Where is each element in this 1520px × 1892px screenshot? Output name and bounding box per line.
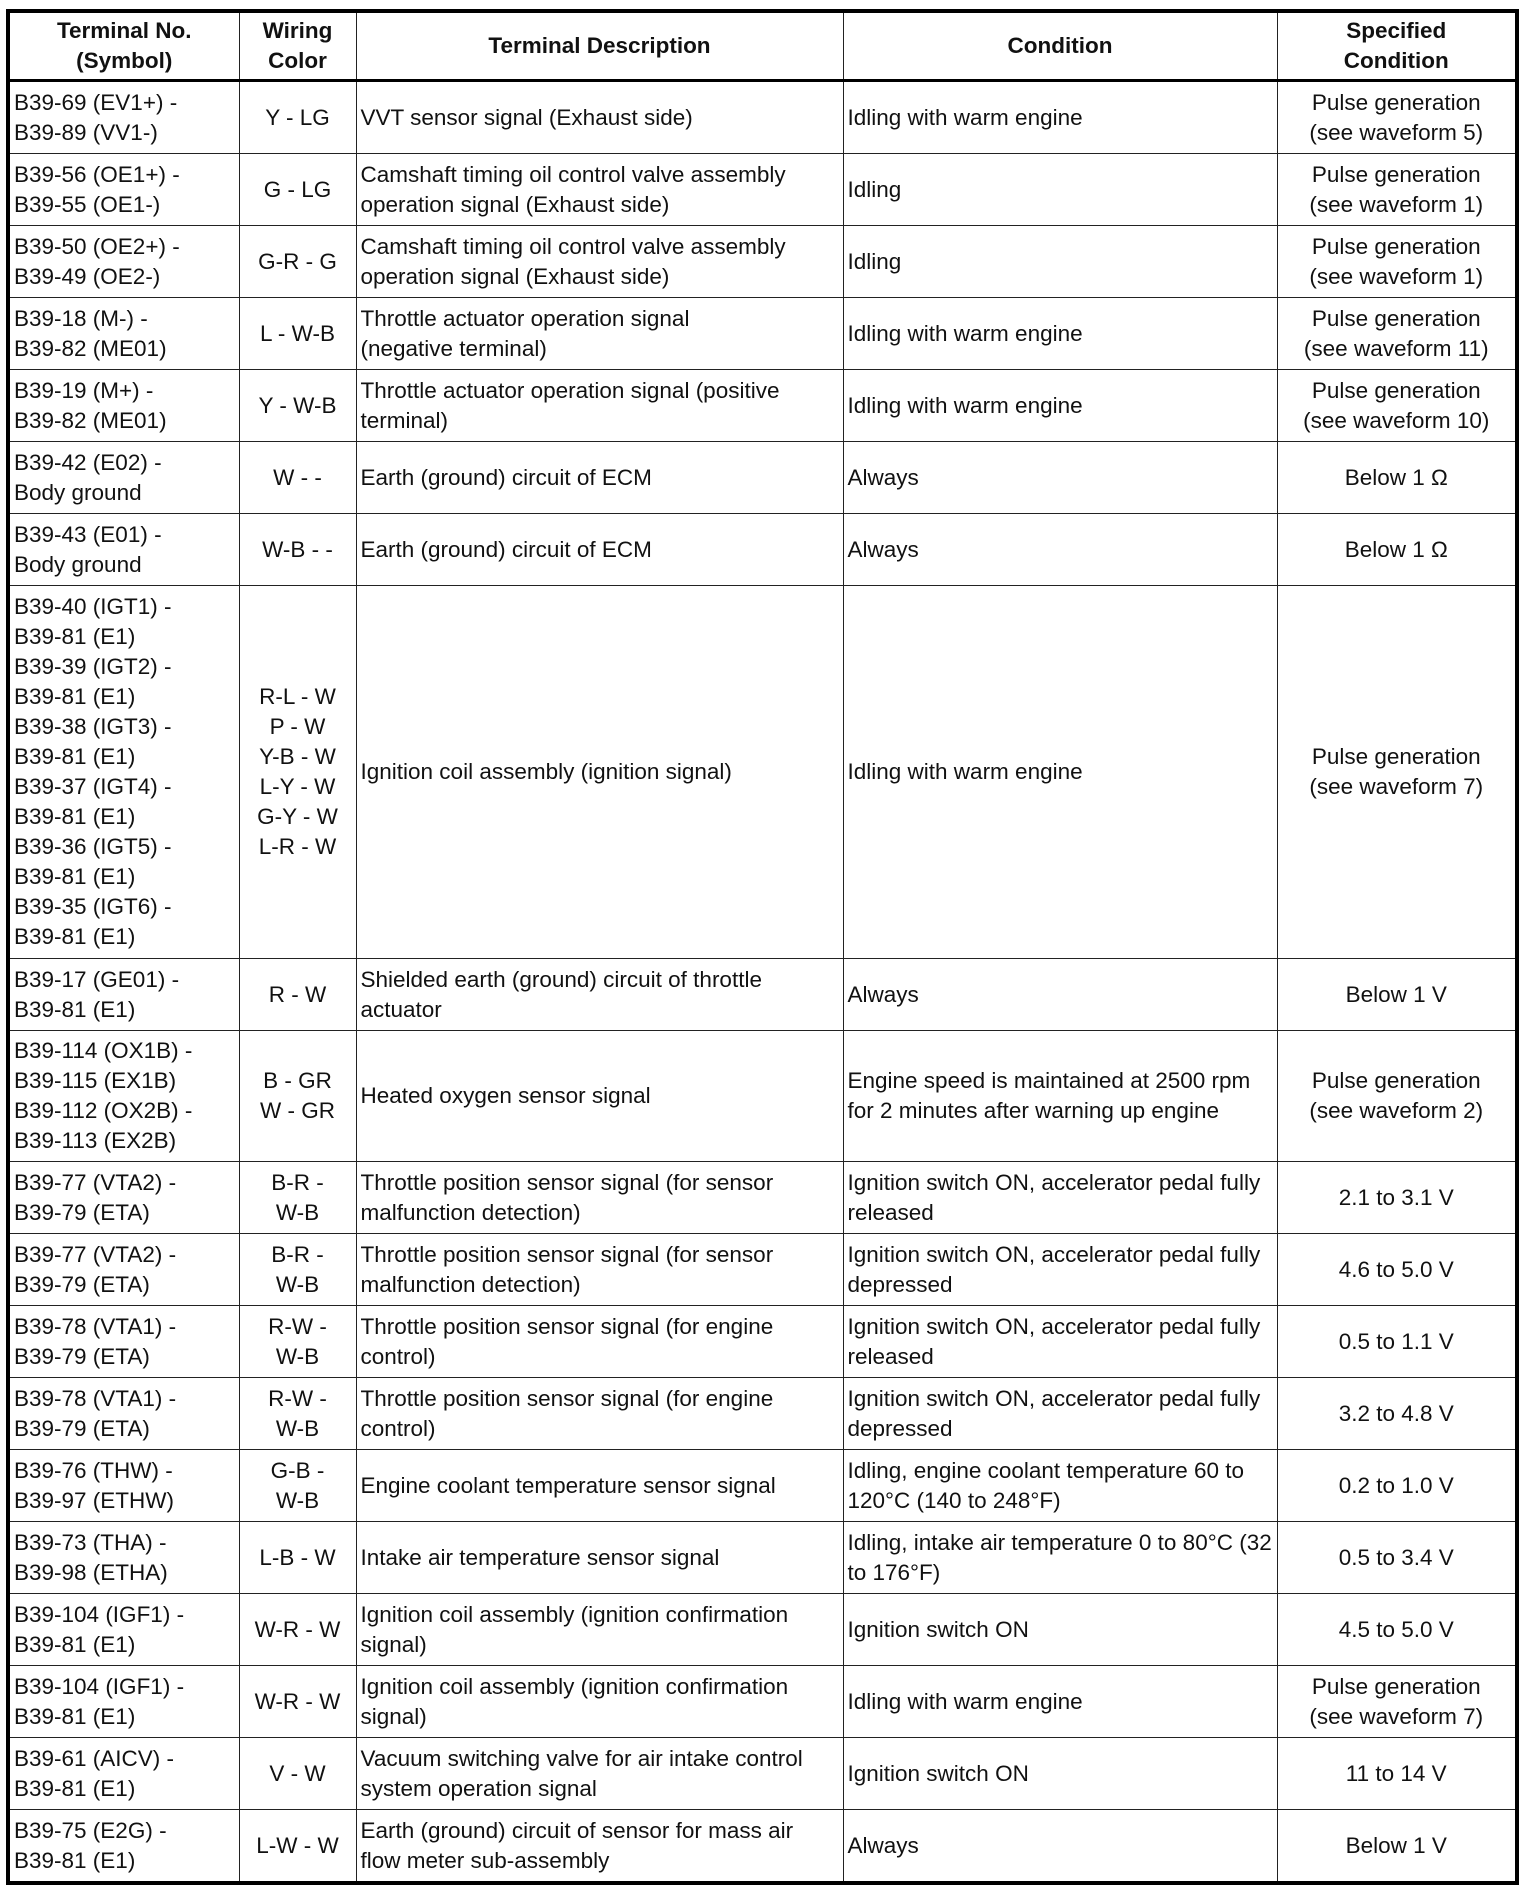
wiring-color-cell: [239, 1162, 356, 1234]
condition-cell: [843, 1031, 1277, 1162]
wiring-color-cell-text: B-R - W-B: [271, 1169, 324, 1225]
terminal-cell-text: B39-69 (EV1+) - B39-89 (VV1-): [14, 89, 178, 145]
table-row: [8, 959, 1517, 1031]
condition-cell-text: Idling, engine coolant temperature 60 to 120°C (140 to 248°F): [847, 1457, 1245, 1513]
condition-cell-text: Ignition switch ON, accelerator pedal fully released: [847, 1313, 1261, 1369]
specified-condition-cell: [1277, 514, 1517, 586]
wiring-color-cell: [239, 1234, 356, 1306]
description-cell-text: Heated oxygen sensor signal: [360, 1083, 651, 1108]
header-label: Terminal No. (Symbol): [56, 18, 192, 73]
header-terminal: [8, 11, 239, 81]
wiring-color-cell: [239, 1522, 356, 1594]
condition-cell-text: Idling with warm engine: [847, 1688, 1083, 1714]
condition-cell-text: Idling, intake air temperature 0 to 80°C (32 to 176°F): [847, 1529, 1272, 1585]
table-row: [8, 586, 1517, 959]
specified-condition-cell-text: Pulse generation (see waveform 7): [1309, 1673, 1484, 1729]
terminal-cell: [8, 1306, 239, 1378]
wiring-color-cell-text: W-B - -: [262, 536, 333, 562]
wiring-color-cell-text: R-W - W-B: [268, 1385, 327, 1441]
description-cell: [356, 81, 843, 154]
specified-condition-cell-text: 4.6 to 5.0 V: [1338, 1256, 1454, 1282]
terminal-cell-text: B39-77 (VTA2) - B39-79 (ETA): [14, 1169, 177, 1225]
description-cell: [356, 1162, 843, 1234]
condition-cell: [843, 442, 1277, 514]
description-cell: [356, 298, 843, 370]
terminal-cell-text: B39-78 (VTA1) - B39-79 (ETA): [14, 1385, 177, 1441]
table-row: [8, 1594, 1517, 1666]
specified-condition-cell-text: Pulse generation (see waveform 1): [1309, 161, 1484, 217]
terminal-cell-text: B39-73 (THA) - B39-98 (ETHA): [14, 1529, 168, 1585]
description-cell-text: Throttle position sensor signal (for engine control): [360, 1385, 774, 1441]
condition-cell: [843, 226, 1277, 298]
table-row: [8, 1162, 1517, 1234]
specified-condition-cell-text: Pulse generation (see waveform 7): [1309, 744, 1484, 799]
wiring-color-cell: [239, 154, 356, 226]
header-label: Wiring Color: [262, 18, 333, 73]
description-cell-text: Intake air temperature sensor signal: [360, 1544, 720, 1570]
description-cell: [356, 1810, 843, 1884]
specified-condition-cell: [1277, 1162, 1517, 1234]
description-cell-text: Throttle position sensor signal (for sensor malfunction detection): [360, 1241, 774, 1297]
description-cell-text: Ignition coil assembly (ignition signal): [360, 759, 732, 784]
wiring-color-cell-text: V - W: [269, 1760, 326, 1786]
terminal-cell: [8, 1234, 239, 1306]
terminal-cell: [8, 1031, 239, 1162]
terminal-cell: [8, 1450, 239, 1522]
specified-condition-cell-text: 0.2 to 1.0 V: [1338, 1472, 1454, 1498]
terminal-cell: [8, 1666, 239, 1738]
specified-condition-cell-text: 11 to 14 V: [1345, 1760, 1447, 1786]
terminal-cell: [8, 1738, 239, 1810]
condition-cell: [843, 1450, 1277, 1522]
description-cell-text: Shielded earth (ground) circuit of throttle actuator: [360, 966, 762, 1022]
wiring-color-cell: [239, 81, 356, 154]
table-row: [8, 1666, 1517, 1738]
condition-cell: [843, 370, 1277, 442]
description-cell-text: Camshaft timing oil control valve assembly operation signal (Exhaust side): [360, 233, 786, 289]
description-cell: [356, 1306, 843, 1378]
terminal-cell: [8, 514, 239, 586]
condition-cell-text: Idling: [847, 248, 902, 274]
condition-cell: [843, 1162, 1277, 1234]
specified-condition-cell-text: Below 1 Ω: [1344, 464, 1448, 490]
table-row: [8, 1234, 1517, 1306]
terminal-cell: [8, 1162, 239, 1234]
specified-condition-cell: [1277, 1378, 1517, 1450]
specified-condition-cell: [1277, 226, 1517, 298]
description-cell-text: Throttle actuator operation signal (positive terminal): [360, 377, 780, 433]
specified-condition-cell-text: Pulse generation (see waveform 1): [1309, 233, 1484, 289]
condition-cell: [843, 1594, 1277, 1666]
header-label: Specified Condition: [1343, 18, 1449, 73]
description-cell: [356, 1594, 843, 1666]
terminal-cell: [8, 586, 239, 959]
condition-cell-text: Ignition switch ON: [847, 1760, 1029, 1786]
wiring-color-cell-text: B-R - W-B: [271, 1241, 324, 1297]
description-cell-text: Camshaft timing oil control valve assembly operation signal (Exhaust side): [360, 161, 786, 217]
wiring-color-cell: [239, 1666, 356, 1738]
header-label: Terminal Description: [488, 33, 711, 58]
wiring-color-cell: [239, 442, 356, 514]
specified-condition-cell-text: 0.5 to 1.1 V: [1338, 1328, 1454, 1354]
wiring-color-cell: [239, 1594, 356, 1666]
description-cell: [356, 1450, 843, 1522]
condition-cell-text: Idling: [847, 176, 902, 202]
condition-cell-text: Ignition switch ON: [847, 1616, 1029, 1642]
condition-cell-text: Ignition switch ON, accelerator pedal fully released: [847, 1169, 1261, 1225]
wiring-color-cell: [239, 514, 356, 586]
condition-cell: [843, 1810, 1277, 1884]
condition-cell: [843, 1378, 1277, 1450]
wiring-color-cell: [239, 586, 356, 959]
table-row: [8, 442, 1517, 514]
wiring-color-cell-text: R - W: [268, 981, 327, 1007]
specified-condition-cell: [1277, 586, 1517, 959]
wiring-color-cell: [239, 1810, 356, 1884]
header-label: Condition: [1007, 33, 1113, 58]
header-row: [8, 11, 1517, 81]
specified-condition-cell: [1277, 1810, 1517, 1884]
wiring-color-cell-text: Y - W-B: [258, 392, 337, 418]
header-spec: [1277, 11, 1517, 81]
table-row: [8, 1810, 1517, 1884]
specified-condition-cell-text: Pulse generation (see waveform 10): [1303, 377, 1490, 433]
terminal-cell: [8, 442, 239, 514]
terminal-cell: [8, 154, 239, 226]
description-cell: [356, 1378, 843, 1450]
wiring-color-cell-text: G-B - W-B: [270, 1457, 325, 1513]
specified-condition-cell-text: Below 1 V: [1345, 1832, 1447, 1858]
wiring-color-cell-text: B - GR W - GR: [260, 1068, 335, 1123]
terminal-cell-text: B39-40 (IGT1) - B39-81 (E1) B39-39 (IGT2) - B39-81 (E1) B39-38 (IGT3) - B39-81 (E1) B39-37 (IGT4) - B39-81 (E1) B39-36 (IGT5) - B39-81 (E1) B39-35 (IGT6) - B39-81 (E1): [14, 594, 172, 949]
specified-condition-cell-text: 3.2 to 4.8 V: [1338, 1400, 1454, 1426]
terminal-cell: [8, 959, 239, 1031]
table-row: [8, 370, 1517, 442]
description-cell: [356, 1522, 843, 1594]
specified-condition-cell: [1277, 1522, 1517, 1594]
description-cell: [356, 370, 843, 442]
specified-condition-cell-text: Pulse generation (see waveform 5): [1309, 89, 1484, 145]
description-cell-text: Earth (ground) circuit of sensor for mass air flow meter sub-assembly: [360, 1817, 794, 1873]
description-cell-text: Throttle position sensor signal (for sensor malfunction detection): [360, 1169, 774, 1225]
specified-condition-cell-text: Below 1 Ω: [1344, 536, 1448, 562]
description-cell: [356, 586, 843, 959]
description-cell: [356, 442, 843, 514]
condition-cell-text: Engine speed is maintained at 2500 rpm for 2 minutes after warning up engine: [847, 1068, 1251, 1123]
description-cell: [356, 1234, 843, 1306]
terminal-cell-text: B39-50 (OE2+) - B39-49 (OE2-): [14, 233, 180, 289]
specified-condition-cell: [1277, 959, 1517, 1031]
condition-cell: [843, 1666, 1277, 1738]
condition-cell-text: Idling with warm engine: [847, 392, 1083, 418]
table-row: [8, 298, 1517, 370]
wiring-color-cell: [239, 959, 356, 1031]
description-cell-text: Earth (ground) circuit of ECM: [360, 464, 652, 490]
condition-cell: [843, 81, 1277, 154]
condition-cell: [843, 1306, 1277, 1378]
specified-condition-cell: [1277, 1594, 1517, 1666]
terminal-cell-text: B39-42 (E02) - Body ground: [14, 449, 162, 505]
wiring-color-cell-text: G-R - G: [258, 248, 337, 274]
wiring-color-cell: [239, 1306, 356, 1378]
specified-condition-cell: [1277, 1666, 1517, 1738]
terminal-cell: [8, 226, 239, 298]
header-condition: [843, 11, 1277, 81]
terminal-cell: [8, 1594, 239, 1666]
specified-condition-cell: [1277, 154, 1517, 226]
terminal-cell: [8, 1522, 239, 1594]
wiring-color-cell: [239, 1450, 356, 1522]
condition-cell: [843, 154, 1277, 226]
table-row: [8, 1031, 1517, 1162]
terminal-cell-text: B39-104 (IGF1) - B39-81 (E1): [14, 1601, 185, 1657]
wiring-color-cell-text: G - LG: [263, 176, 332, 202]
specified-condition-cell: [1277, 1031, 1517, 1162]
terminal-cell-text: B39-76 (THW) - B39-97 (ETHW): [14, 1457, 175, 1513]
wiring-color-cell-text: W-R - W: [254, 1616, 341, 1642]
wiring-color-cell: [239, 370, 356, 442]
table-row: [8, 1450, 1517, 1522]
condition-cell-text: Idling with warm engine: [847, 320, 1083, 346]
specified-condition-cell: [1277, 81, 1517, 154]
header-wiring: [239, 11, 356, 81]
wiring-color-cell: [239, 1031, 356, 1162]
description-cell-text: Throttle actuator operation signal (negative terminal): [360, 305, 690, 361]
terminal-cell-text: B39-104 (IGF1) - B39-81 (E1): [14, 1673, 185, 1729]
description-cell-text: Earth (ground) circuit of ECM: [360, 536, 652, 562]
specified-condition-cell: [1277, 1306, 1517, 1378]
condition-cell-text: Idling with warm engine: [847, 104, 1083, 130]
terminal-cell-text: B39-17 (GE01) - B39-81 (E1): [14, 966, 180, 1022]
table-row: [8, 1306, 1517, 1378]
specified-condition-cell-text: Pulse generation (see waveform 11): [1303, 305, 1489, 361]
specified-condition-cell-text: 0.5 to 3.4 V: [1338, 1544, 1454, 1570]
table-row: [8, 1378, 1517, 1450]
table-row: [8, 1522, 1517, 1594]
description-cell: [356, 1031, 843, 1162]
terminal-cell: [8, 298, 239, 370]
condition-cell: [843, 586, 1277, 959]
description-cell: [356, 959, 843, 1031]
table-row: [8, 1738, 1517, 1810]
terminal-cell-text: B39-19 (M+) - B39-82 (ME01): [14, 377, 167, 433]
condition-cell-text: Ignition switch ON, accelerator pedal fully depressed: [847, 1241, 1261, 1297]
description-cell-text: Ignition coil assembly (ignition confirmation signal): [360, 1601, 789, 1657]
specified-condition-cell: [1277, 370, 1517, 442]
table-row: [8, 154, 1517, 226]
wiring-color-cell-text: R-W - W-B: [268, 1313, 327, 1369]
terminal-cell-text: B39-61 (AICV) - B39-81 (E1): [14, 1745, 175, 1801]
description-cell: [356, 1666, 843, 1738]
condition-cell-text: Always: [847, 1832, 919, 1858]
terminal-cell: [8, 1810, 239, 1884]
specified-condition-cell: [1277, 1450, 1517, 1522]
header-description: [356, 11, 843, 81]
table-row: [8, 81, 1517, 154]
condition-cell-text: Idling with warm engine: [847, 759, 1083, 784]
terminal-cell-text: B39-75 (E2G) - B39-81 (E1): [14, 1817, 167, 1873]
description-cell-text: Engine coolant temperature sensor signal: [360, 1472, 776, 1498]
condition-cell: [843, 298, 1277, 370]
specified-condition-cell: [1277, 298, 1517, 370]
condition-cell: [843, 959, 1277, 1031]
table-row: [8, 226, 1517, 298]
wiring-color-cell-text: W - -: [273, 464, 322, 490]
description-cell-text: VVT sensor signal (Exhaust side): [360, 104, 693, 130]
condition-cell-text: Always: [847, 981, 919, 1007]
condition-cell-text: Always: [847, 464, 919, 490]
terminal-spec-table: [6, 9, 1519, 1885]
terminal-cell-text: B39-18 (M-) - B39-82 (ME01): [14, 305, 167, 361]
wiring-color-cell-text: L-B - W: [259, 1544, 336, 1570]
description-cell: [356, 514, 843, 586]
wiring-color-cell: [239, 1738, 356, 1810]
condition-cell: [843, 514, 1277, 586]
wiring-color-cell-text: W-R - W: [254, 1688, 341, 1714]
terminal-cell-text: B39-43 (E01) - Body ground: [14, 521, 162, 577]
description-cell-text: Ignition coil assembly (ignition confirmation signal): [360, 1673, 789, 1729]
terminal-cell: [8, 81, 239, 154]
terminal-cell: [8, 370, 239, 442]
specified-condition-cell: [1277, 1738, 1517, 1810]
specified-condition-cell: [1277, 1234, 1517, 1306]
terminal-cell-text: B39-77 (VTA2) - B39-79 (ETA): [14, 1241, 177, 1297]
terminal-cell-text: B39-78 (VTA1) - B39-79 (ETA): [14, 1313, 177, 1369]
wiring-color-cell: [239, 298, 356, 370]
specified-condition-cell: [1277, 442, 1517, 514]
condition-cell: [843, 1522, 1277, 1594]
specified-condition-cell-text: Below 1 V: [1345, 981, 1447, 1007]
terminal-cell: [8, 1378, 239, 1450]
wiring-color-cell-text: L - W-B: [259, 320, 335, 346]
wiring-color-cell-text: L-W - W: [256, 1832, 339, 1858]
condition-cell-text: Ignition switch ON, accelerator pedal fully depressed: [847, 1385, 1261, 1441]
terminal-cell-text: B39-56 (OE1+) - B39-55 (OE1-): [14, 161, 180, 217]
condition-cell-text: Always: [847, 536, 919, 562]
wiring-color-cell-text: Y - LG: [265, 104, 330, 130]
specified-condition-cell-text: Pulse generation (see waveform 2): [1309, 1068, 1484, 1123]
description-cell: [356, 226, 843, 298]
specified-condition-cell-text: 4.5 to 5.0 V: [1338, 1616, 1454, 1642]
condition-cell: [843, 1738, 1277, 1810]
description-cell-text: Throttle position sensor signal (for engine control): [360, 1313, 774, 1369]
description-cell: [356, 1738, 843, 1810]
terminal-cell-text: B39-114 (OX1B) - B39-115 (EX1B) B39-112 (OX2B) - B39-113 (EX2B): [14, 1038, 193, 1153]
wiring-color-cell: [239, 226, 356, 298]
table-row: [8, 514, 1517, 586]
condition-cell: [843, 1234, 1277, 1306]
wiring-color-cell: [239, 1378, 356, 1450]
specified-condition-cell-text: 2.1 to 3.1 V: [1338, 1184, 1454, 1210]
description-cell: [356, 154, 843, 226]
wiring-color-cell-text: R-L - W P - W Y-B - W L-Y - W G-Y - W L-R - W: [257, 684, 338, 859]
description-cell-text: Vacuum switching valve for air intake control system operation signal: [360, 1745, 803, 1801]
